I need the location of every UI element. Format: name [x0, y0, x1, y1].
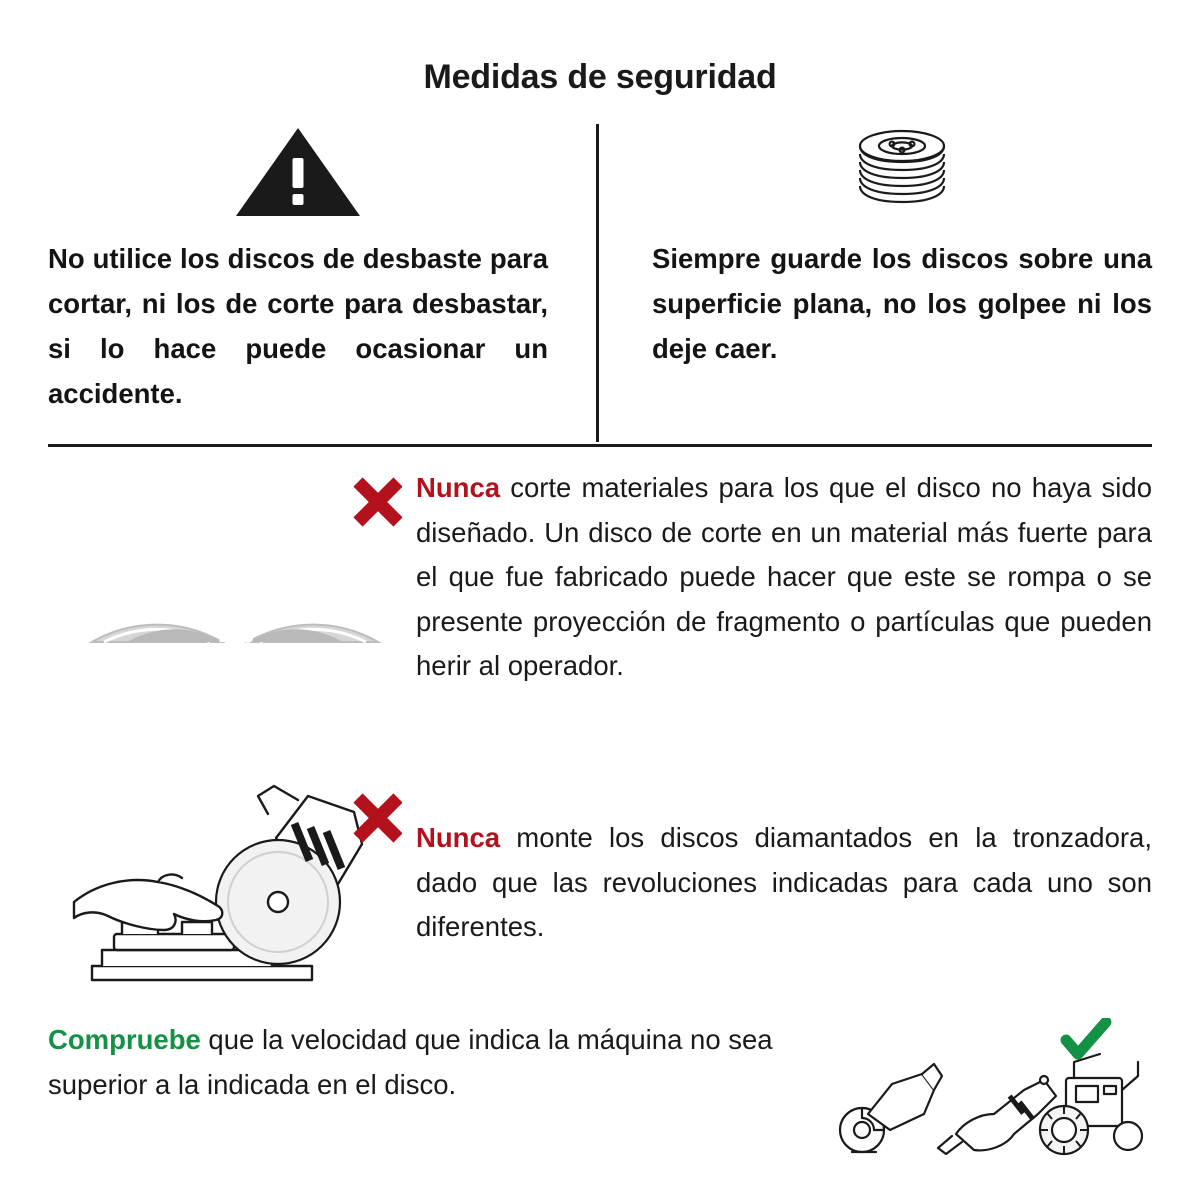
- row-never-cut-body: corte materiales para los que el disco no haya sido diseñado. Un disco de corte en un material más fuerte para el que fue fabricado puede hacer que este se rompa o se presente proyección de fragmento o partículas que pueden herir al operador.: [416, 472, 1152, 682]
- panel-warning-discs: [48, 122, 548, 416]
- row-never-mount-diamond: [48, 780, 1152, 1010]
- row-never-cut-materials: [48, 462, 1152, 692]
- warning-triangle-icon: [48, 122, 548, 222]
- panel-storage-text: Siempre guarde los discos sobre una superficie plana, no los golpee ni los deje caer.: [652, 243, 1152, 365]
- chop-saw-hand-icon: [62, 780, 402, 1010]
- chop-saw-hand-figure: [48, 780, 416, 1010]
- row-never-cut-text: [416, 462, 1152, 689]
- angle-grinder-icon: [840, 1064, 942, 1152]
- vertical-divider: [596, 124, 599, 442]
- red-x-icon: [358, 482, 398, 522]
- row-check-speed-body: que la velocidad que indica la máquina no sea superior a la indicada en el disco.: [48, 1024, 773, 1100]
- broken-cutting-disc-icon: [62, 462, 402, 692]
- disc-stack-icon: [652, 122, 1152, 222]
- row-never-mount-body: monte los discos diamantados en la tronzadora, dado que las revoluciones indicadas para cada uno son diferentes.: [416, 822, 1152, 943]
- keyword-nunca-2: Nunca: [416, 822, 501, 853]
- horizontal-divider: [48, 444, 1152, 447]
- panel-storage-discs: [652, 122, 1152, 371]
- cut-off-tool-icon: [938, 1076, 1056, 1154]
- panel-warning-text: No utilice los discos de desbaste para cortar, ni los de corte para desbastar, si lo hace puede ocasionar un accidente.: [48, 243, 548, 410]
- row-check-speed-text: [48, 1018, 838, 1107]
- broken-cutting-disc-figure: [48, 462, 416, 692]
- top-panels: [48, 122, 1152, 442]
- tools-figure: [838, 1018, 1152, 1158]
- red-x-icon: [358, 798, 398, 838]
- keyword-nunca-1: Nunca: [416, 472, 501, 503]
- row-never-mount-text: [416, 780, 1152, 950]
- green-check-icon: [1066, 1022, 1106, 1054]
- row-check-speed: [48, 1018, 1152, 1158]
- floor-saw-icon: [1040, 1054, 1142, 1154]
- page-title: Medidas de seguridad: [423, 58, 777, 96]
- keyword-compruebe: Compruebe: [48, 1024, 201, 1055]
